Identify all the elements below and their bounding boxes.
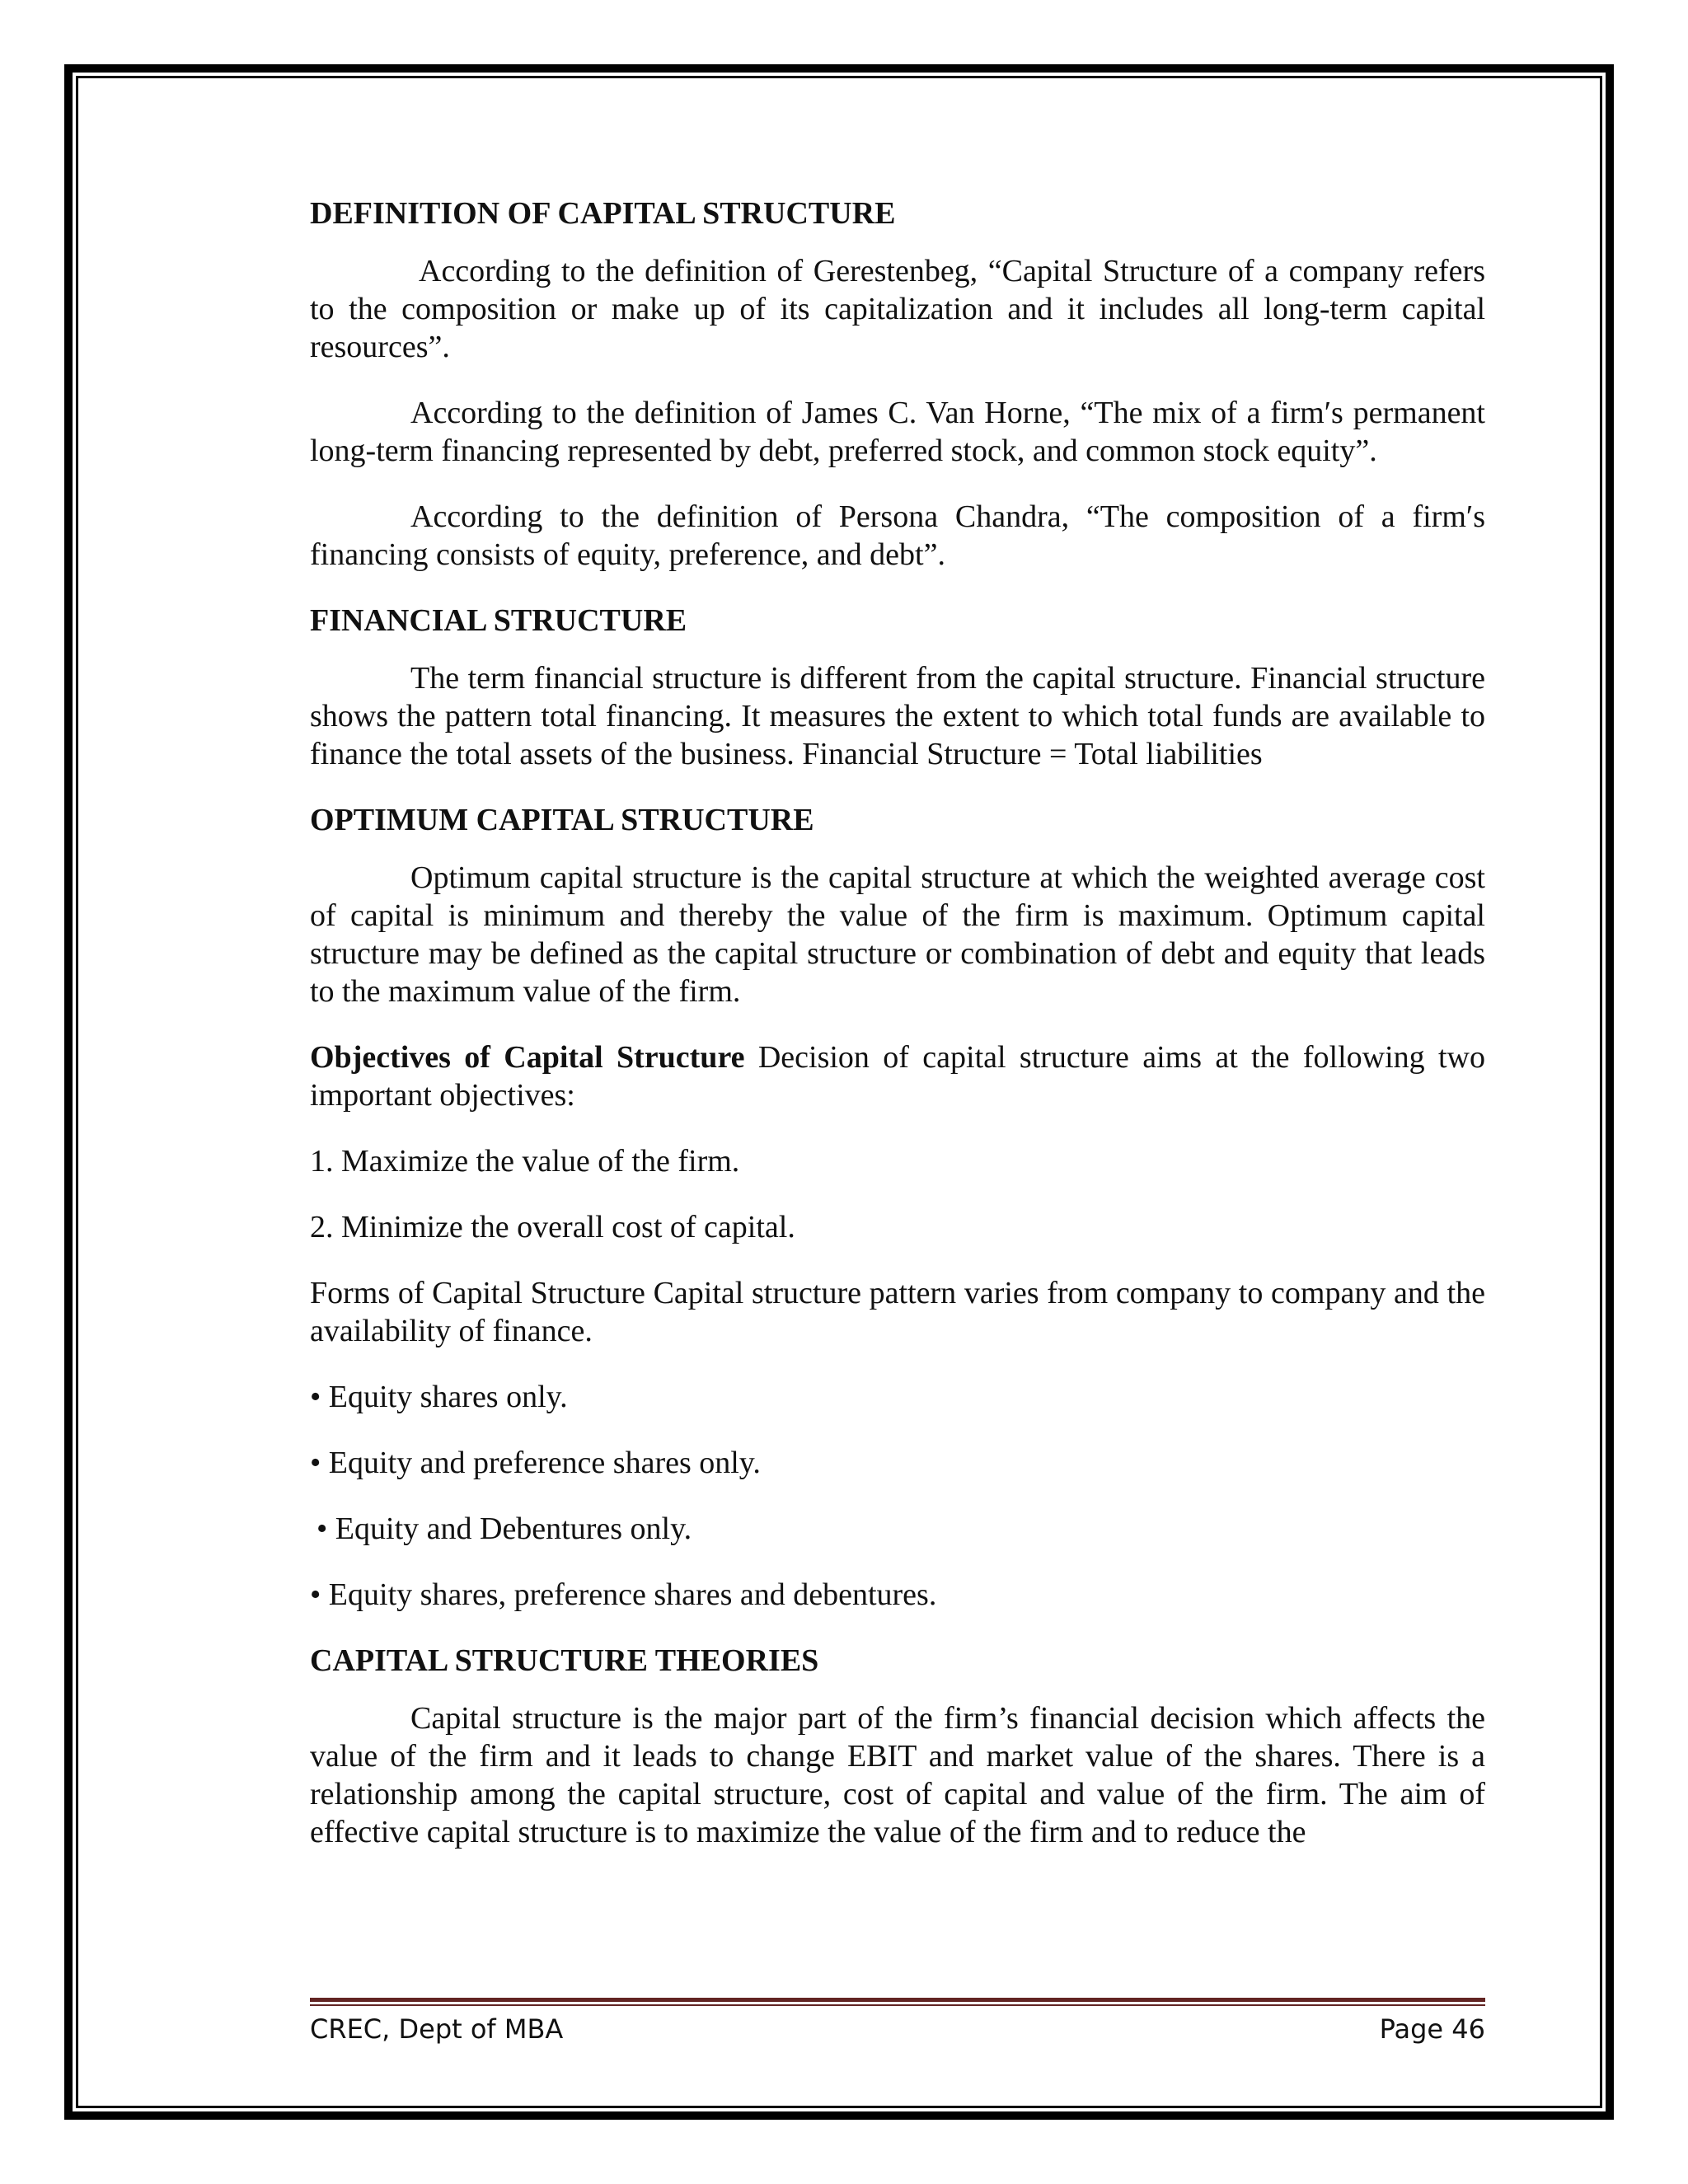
objective-item-2: 2. Minimize the overall cost of capital. — [310, 1210, 795, 1244]
objectives-lead: Objectives of Capital Structure — [310, 1040, 745, 1075]
bullet-item: • Equity shares, preference shares and debentures. — [310, 1577, 937, 1612]
footer-department: CREC, Dept of MBA — [310, 2013, 564, 2045]
footer-page-number: Page 46 — [1379, 2013, 1485, 2045]
heading-financial-structure: FINANCIAL STRUCTURE — [310, 603, 687, 638]
paragraph-capital-structure-theories: Capital structure is the major part of the firm’s financial decision which affects the value of the firm and it leads to change EBIT and market value of the shares. There is a relationship among the capital structure, cost of capital and value of the firm. The aim of effective capital structure is to maximize the value of the firm and to reduce the — [310, 1701, 1485, 1849]
paragraph-van-horne-definition: According to the definition of James C. Van Horne, “The mix of a firm′s permanent long-term financing represented by debt, preferred stock, and common stock equity”. — [310, 396, 1485, 468]
heading-definition: DEFINITION OF CAPITAL STRUCTURE — [310, 196, 896, 231]
objective-item-1: 1. Maximize the value of the firm. — [310, 1144, 740, 1179]
paragraph-objectives — [310, 1038, 1485, 1114]
bullet-item: • Equity and preference shares only. — [310, 1446, 761, 1480]
paragraph-forms-of-capital-structure: Forms of Capital Structure Capital structure pattern varies from company to company and the availability of finance. — [310, 1276, 1485, 1348]
footer-rule-thick — [310, 1998, 1485, 2002]
footer-rule-thin — [310, 2004, 1485, 2006]
objectives-text: Decision of capital structure aims at the following two important objectives: — [310, 1040, 1485, 1113]
heading-capital-structure-theories: CAPITAL STRUCTURE THEORIES — [310, 1643, 819, 1678]
page-content — [310, 194, 1485, 1879]
paragraph-gerestenbeg-definition: According to the definition of Gerestenbeg, “Capital Structure of a company refers to the composition or make up of its capitalization and it includes all long-term capital resources”. — [310, 254, 1485, 364]
bullet-item: • Equity and Debentures only. — [316, 1511, 692, 1546]
bullet-item: • Equity shares only. — [310, 1380, 568, 1414]
paragraph-chandra-definition: According to the definition of Persona Chandra, “The composition of a firm′s financing consists of equity, preference, and debt”. — [310, 499, 1485, 572]
paragraph-optimum-capital-structure: Optimum capital structure is the capital structure at which the weighted average cost of capital is minimum and thereby the value of the firm is maximum. Optimum capital structure may be defined as the capital structure or combination of debt and equity that leads to the maximum value of the firm. — [310, 860, 1485, 1009]
heading-optimum-capital-structure: OPTIMUM CAPITAL STRUCTURE — [310, 803, 814, 837]
paragraph-financial-structure: The term financial structure is different from the capital structure. Financial structure shows the pattern total financing. It measures the extent to which total funds are available to finance the total assets of the business. Financial Structure = Total liabilities — [310, 661, 1485, 771]
